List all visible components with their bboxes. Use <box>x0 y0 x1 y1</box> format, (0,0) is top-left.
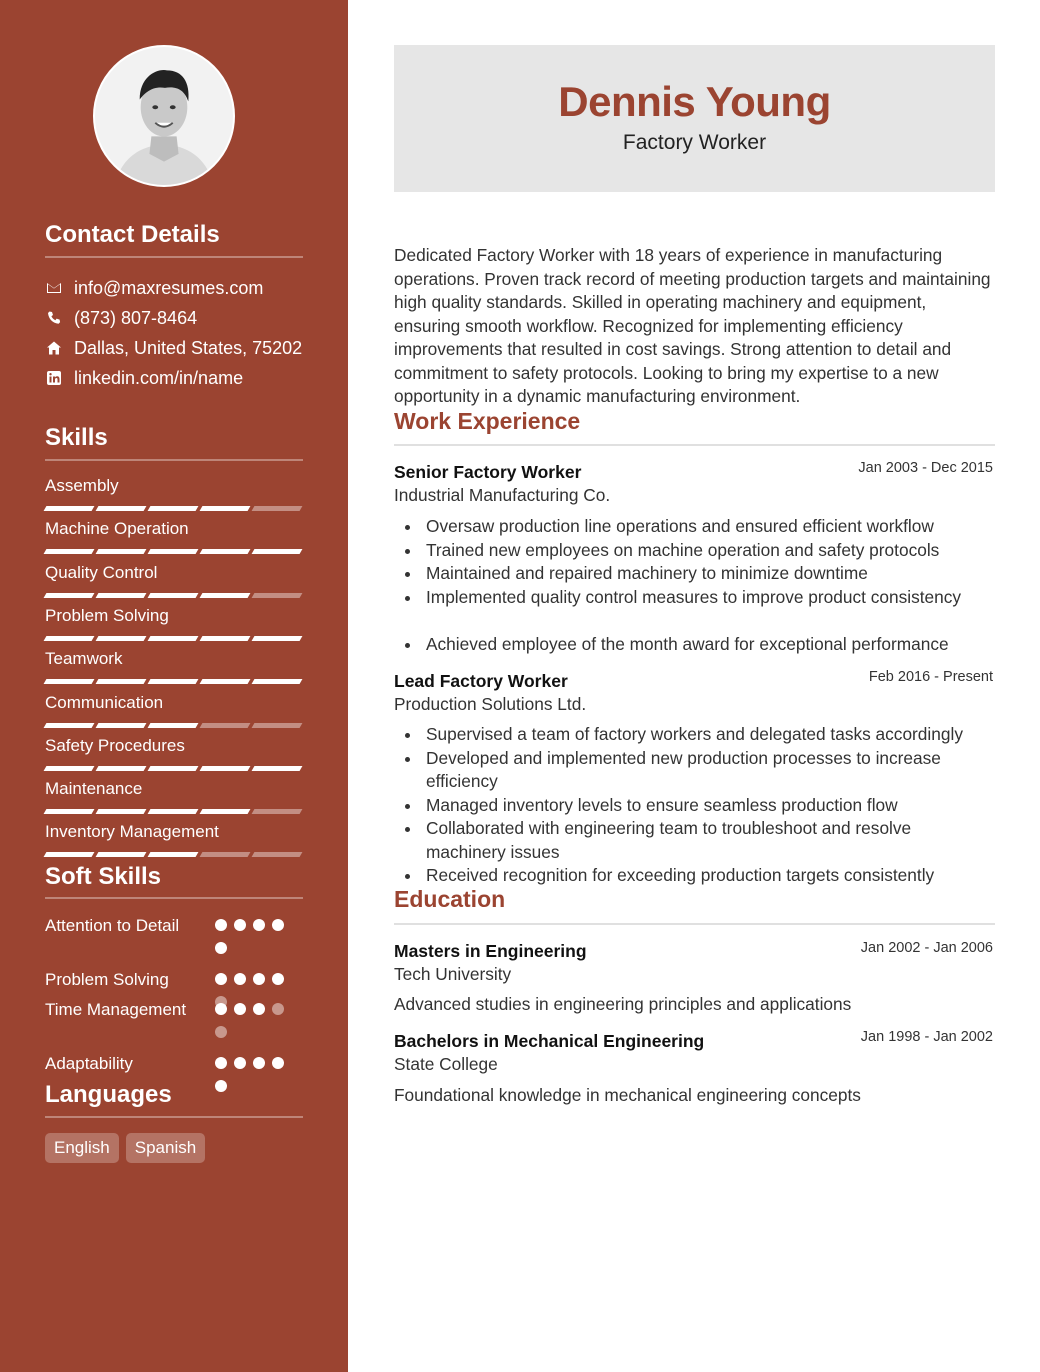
soft-skill-name: Attention to Detail <box>45 916 180 935</box>
divider <box>45 897 303 899</box>
rating-dot <box>234 919 246 931</box>
skill-item <box>45 735 301 771</box>
rating-dot <box>215 1057 227 1069</box>
school-name: State College <box>394 1054 498 1074</box>
rating-dot <box>234 973 246 985</box>
skill-item <box>45 605 301 641</box>
skill-item <box>45 821 301 857</box>
skill-level-segment <box>96 593 147 598</box>
envelope-icon <box>45 279 63 297</box>
skill-level-segment <box>96 636 147 641</box>
skill-level-bar <box>45 549 301 554</box>
contact-email-text: info@maxresumes.com <box>74 277 264 298</box>
soft-skills-heading: Soft Skills <box>45 863 162 890</box>
education-description: Advanced studies in engineering principles and applications <box>394 994 852 1014</box>
divider <box>394 444 995 446</box>
skill-level-segment <box>148 809 199 814</box>
list-item: Received recognition for exceeding production targets consistently <box>426 864 994 888</box>
skill-level-segment <box>148 852 199 857</box>
skill-level-segment <box>200 636 251 641</box>
languages-heading: Languages <box>45 1081 172 1108</box>
skill-level-segment <box>252 679 303 684</box>
sidebar <box>0 0 348 1372</box>
soft-skill-name: Problem Solving <box>45 970 169 989</box>
contact-linkedin-text: linkedin.com/in/name <box>74 367 244 388</box>
soft-skill-name: Adaptability <box>45 1054 133 1073</box>
skill-level-segment <box>148 766 199 771</box>
list-item: Supervised a team of factory workers and delegated tasks accordingly <box>426 723 994 747</box>
contact-location-text: Dallas, United States, 75202 <box>74 337 303 358</box>
skill-level-segment <box>200 593 251 598</box>
rating-dot <box>272 1003 284 1015</box>
skills-heading: Skills <box>45 424 108 451</box>
skill-item <box>45 518 301 554</box>
skill-level-segment <box>252 636 303 641</box>
list-item: Maintained and repaired machinery to minimize downtime <box>426 562 1001 586</box>
skill-name: Safety Procedures <box>45 735 185 755</box>
candidate-title: Factory Worker <box>622 131 767 154</box>
skill-level-segment <box>200 809 251 814</box>
rating-dot <box>272 973 284 985</box>
skill-level-bar <box>45 679 301 684</box>
skill-name: Communication <box>45 692 164 712</box>
education-dates: Jan 1998 - Jan 2002 <box>860 1029 993 1045</box>
list-item: Implemented quality control measures to improve product consistency <box>426 586 1001 610</box>
skill-level-bar <box>45 506 301 511</box>
skill-level-segment <box>252 549 303 554</box>
skill-level-segment <box>96 723 147 728</box>
skill-level-segment <box>148 723 199 728</box>
profile-photo <box>93 45 235 187</box>
job-bullets <box>426 515 1001 656</box>
skill-level-segment <box>200 549 251 554</box>
skill-level-segment <box>200 506 251 511</box>
divider <box>45 459 303 461</box>
home-icon <box>45 339 63 357</box>
contact-email[interactable] <box>45 276 263 300</box>
skill-level-segment <box>44 506 95 511</box>
skill-name: Problem Solving <box>45 605 169 625</box>
education-heading: Education <box>394 886 506 912</box>
skill-level-segment <box>44 679 95 684</box>
skill-level-segment <box>44 809 95 814</box>
skill-level-segment <box>148 679 199 684</box>
skill-level-segment <box>44 766 95 771</box>
candidate-name: Dennis Young <box>558 78 831 125</box>
skill-level-segment <box>252 723 303 728</box>
skill-level-segment <box>200 852 251 857</box>
list-item: Trained new employees on machine operation and safety protocols <box>426 539 1001 563</box>
skill-name: Teamwork <box>45 649 123 669</box>
skill-level-segment <box>96 679 147 684</box>
rating-dot <box>253 1057 265 1069</box>
skill-item <box>45 692 301 728</box>
list-item: Oversaw production line operations and ensured efficient workflow <box>426 515 1001 539</box>
rating-dot <box>215 1026 227 1038</box>
rating-dot <box>272 1057 284 1069</box>
summary-text: Dedicated Factory Worker with 18 years of experience in manufacturing operations. Proven track record of meeting production targets and maintaining high quality standards. Skilled in operating machinery and equipment, ensuring smooth workflow. Recognized for implementing efficiency improvements that resulted in cost savings. Strong attention to detail and commitment to safety protocols. Looking to bring my expertise to a new opportunity in a dynamic manufacturing environment. <box>394 245 991 406</box>
divider <box>394 923 995 925</box>
rating-dot <box>215 1080 227 1092</box>
skill-item <box>45 475 301 511</box>
skill-level-segment <box>200 723 251 728</box>
skill-name: Inventory Management <box>45 822 219 842</box>
job-title: Senior Factory Worker <box>394 462 582 482</box>
degree-title: Masters in Engineering <box>394 941 587 961</box>
skill-level-segment <box>252 593 303 598</box>
rating-dot <box>253 1003 265 1015</box>
job-company: Industrial Manufacturing Co. <box>394 485 611 505</box>
skill-level-segment <box>200 766 251 771</box>
contact-location <box>45 336 302 360</box>
school-name: Tech University <box>394 964 512 984</box>
skill-level-bar <box>45 636 301 641</box>
soft-skill-name: Time Management <box>45 1000 187 1019</box>
skill-name: Machine Operation <box>45 519 189 539</box>
job-company: Production Solutions Ltd. <box>394 694 587 714</box>
soft-skill-rating <box>215 1057 287 1092</box>
skill-level-segment <box>252 852 303 857</box>
skill-level-bar <box>45 723 301 728</box>
skill-level-segment <box>96 549 147 554</box>
skill-level-segment <box>96 766 147 771</box>
skill-item <box>45 562 301 598</box>
rating-dot <box>253 919 265 931</box>
job-bullets <box>426 723 994 888</box>
contact-heading: Contact Details <box>45 221 220 248</box>
skill-level-segment <box>252 506 303 511</box>
skill-name: Maintenance <box>45 779 143 799</box>
job-dates: Feb 2016 - Present <box>868 669 993 685</box>
skill-item <box>45 648 301 684</box>
soft-skill-rating <box>215 919 287 954</box>
contact-phone[interactable] <box>45 306 197 330</box>
person-portrait-icon <box>95 47 233 185</box>
skill-level-segment <box>96 852 147 857</box>
skill-level-segment <box>96 809 147 814</box>
skill-level-bar <box>45 852 301 857</box>
divider <box>45 256 303 258</box>
rating-dot <box>253 973 265 985</box>
rating-dot <box>215 973 227 985</box>
skill-level-segment <box>148 593 199 598</box>
skill-level-bar <box>45 593 301 598</box>
rating-dot <box>234 1057 246 1069</box>
rating-dot <box>215 919 227 931</box>
skill-level-segment <box>96 506 147 511</box>
skill-name: Assembly <box>45 476 119 495</box>
skill-level-segment <box>200 679 251 684</box>
skill-level-segment <box>252 809 303 814</box>
skill-level-segment <box>44 852 95 857</box>
skill-level-segment <box>44 593 95 598</box>
rating-dot <box>215 1003 227 1015</box>
skill-level-segment <box>148 636 199 641</box>
language-tag: Spanish <box>126 1133 205 1163</box>
contact-linkedin[interactable] <box>45 366 243 390</box>
linkedin-icon <box>45 369 63 387</box>
job-title: Lead Factory Worker <box>394 671 568 691</box>
degree-title: Bachelors in Mechanical Engineering <box>394 1031 705 1051</box>
list-item: Achieved employee of the month award for exceptional performance <box>426 633 1001 657</box>
skill-level-segment <box>148 549 199 554</box>
list-item: Managed inventory levels to ensure seamless production flow <box>426 794 994 818</box>
rating-dot <box>215 942 227 954</box>
skill-level-segment <box>44 723 95 728</box>
education-description: Foundational knowledge in mechanical engineering concepts <box>394 1085 861 1105</box>
education-dates: Jan 2002 - Jan 2006 <box>860 940 993 956</box>
skill-item <box>45 778 301 814</box>
languages-list <box>45 1133 205 1163</box>
skill-name: Quality Control <box>45 562 158 582</box>
skill-level-segment <box>44 549 95 554</box>
divider <box>45 1116 303 1118</box>
soft-skill-rating <box>215 1003 287 1038</box>
list-item: Collaborated with engineering team to troubleshoot and resolve machinery issues <box>426 817 994 864</box>
phone-icon <box>45 309 63 327</box>
contact-phone-text: (873) 807-8464 <box>74 307 198 328</box>
resume-header <box>394 45 995 192</box>
skill-level-segment <box>44 636 95 641</box>
rating-dot <box>272 919 284 931</box>
language-tag: English <box>45 1133 119 1163</box>
list-item: Developed and implemented new production processes to increase efficiency <box>426 747 994 794</box>
skill-level-bar <box>45 766 301 771</box>
skill-level-segment <box>252 766 303 771</box>
skill-level-bar <box>45 809 301 814</box>
rating-dot <box>234 1003 246 1015</box>
skill-level-segment <box>148 506 199 511</box>
work-experience-heading: Work Experience <box>394 408 581 434</box>
job-dates: Jan 2003 - Dec 2015 <box>858 460 993 476</box>
